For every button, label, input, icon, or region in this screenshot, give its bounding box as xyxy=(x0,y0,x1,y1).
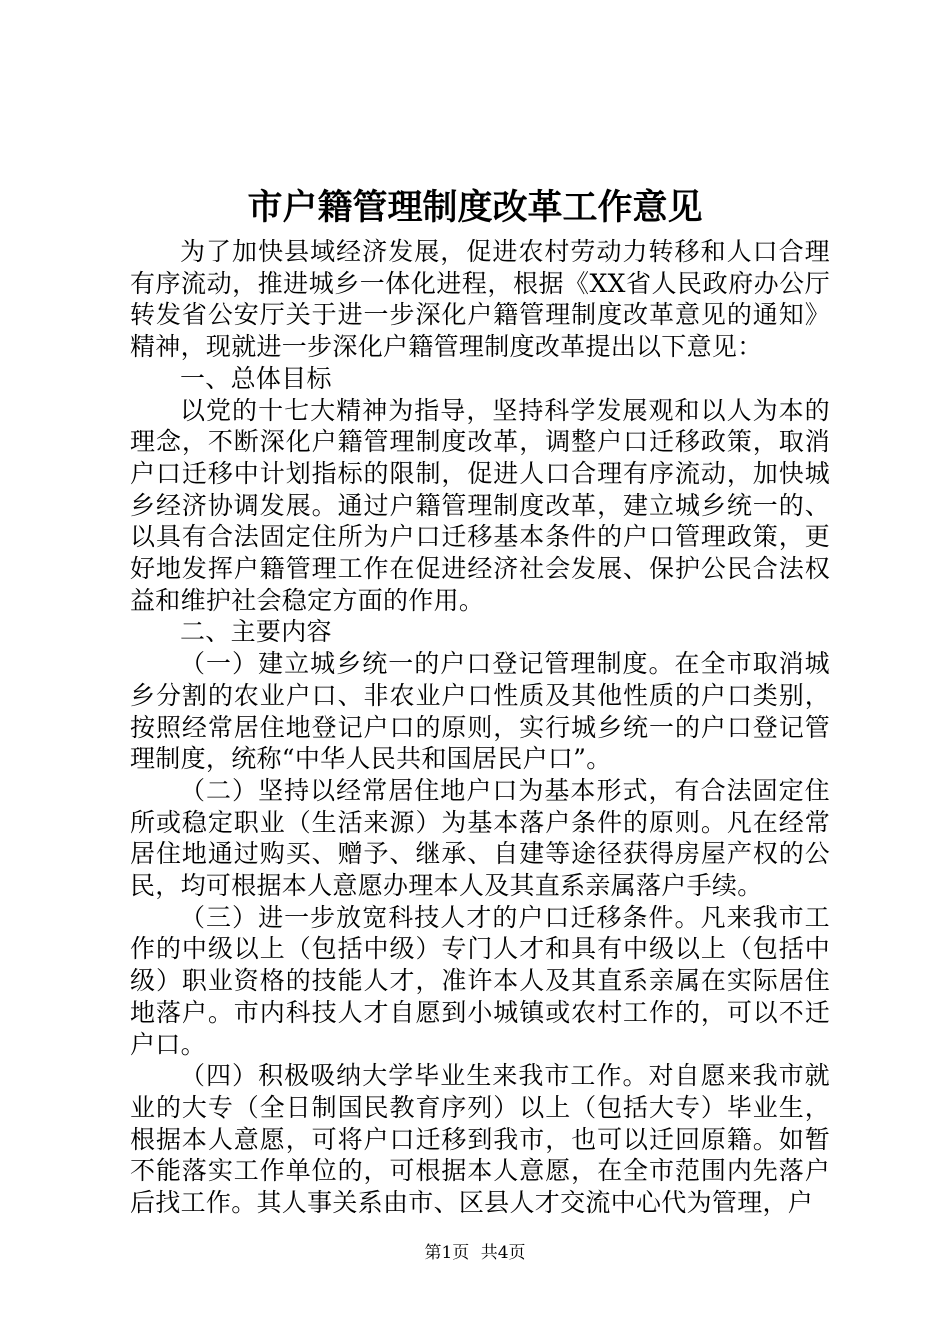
page-number: 第1页 xyxy=(424,1243,470,1263)
section-heading-goals: 一、总体目标 xyxy=(180,363,332,393)
goals-paragraph: 以党的十七大精神为指导，坚持科学发展观和以人为本的理念，不断深化户籍管理制度改革，调整户口迁移政策，取消户口迁移中计划指标的限制，促进人口合理有序流动，加快城乡经济协调发展。通过户籍管理制度改革，建立城乡统一的、以具有合法固定住所为户口迁移基本条件的户口管理政策，更好地发挥户籍管理工作在促进经济社会发展、保护公民合法权益和维护社会稳定方面的作用。 xyxy=(130,395,830,615)
intro-paragraph: 为了加快县域经济发展，促进农村劳动力转移和人口合理有序流动，推进城乡一体化进程，根据《XX省人民政府办公厅转发省公安厅关于进一步深化户籍管理制度改革意见的通知》精神，现就进一步深化户籍管理制度改革提出以下意见： xyxy=(130,237,830,362)
content-item-1: （一）建立城乡统一的户口登记管理制度。在全市取消城乡分割的农业户口、非农业户口性质及其他性质的户口类别，按照经常居住地登记户口的原则，实行城乡统一的户口登记管理制度，统称“中华人民共和国居民户口”。 xyxy=(130,649,830,774)
content-item-4: （四）积极吸纳大学毕业生来我市工作。对自愿来我市就业的大专（全日制国民教育序列）以上（包括大专）毕业生，根据本人意愿，可将户口迁移到我市，也可以迁回原籍。如暂不能落实工作单位的，可根据本人意愿，在全市范围内先落户后找工作。其人事关系由市、区县人才交流中心代为管理，户 xyxy=(130,1061,830,1218)
section-heading-content: 二、主要内容 xyxy=(180,617,332,647)
page-total: 共4页 xyxy=(480,1243,526,1263)
content-item-3: （三）进一步放宽科技人才的户口迁移条件。凡来我市工作的中级以上（包括中级）专门人才和具有中级以上（包括中级）职业资格的技能人才，准许本人及其直系亲属在实际居住地落户。市内科技人才自愿到小城镇或农村工作的，可以不迁户口。 xyxy=(130,902,830,1059)
page-footer xyxy=(0,1242,950,1264)
content-item-2: （二）坚持以经常居住地户口为基本形式，有合法固定住所或稳定职业（生活来源）为基本落户条件的原则。凡在经常居住地通过购买、赠予、继承、自建等途径获得房屋产权的公民，均可根据本人意愿办理本人及其直系亲属落户手续。 xyxy=(130,775,830,901)
document-title: 市户籍管理制度改革工作意见 xyxy=(247,187,703,228)
document-body xyxy=(130,236,830,1219)
